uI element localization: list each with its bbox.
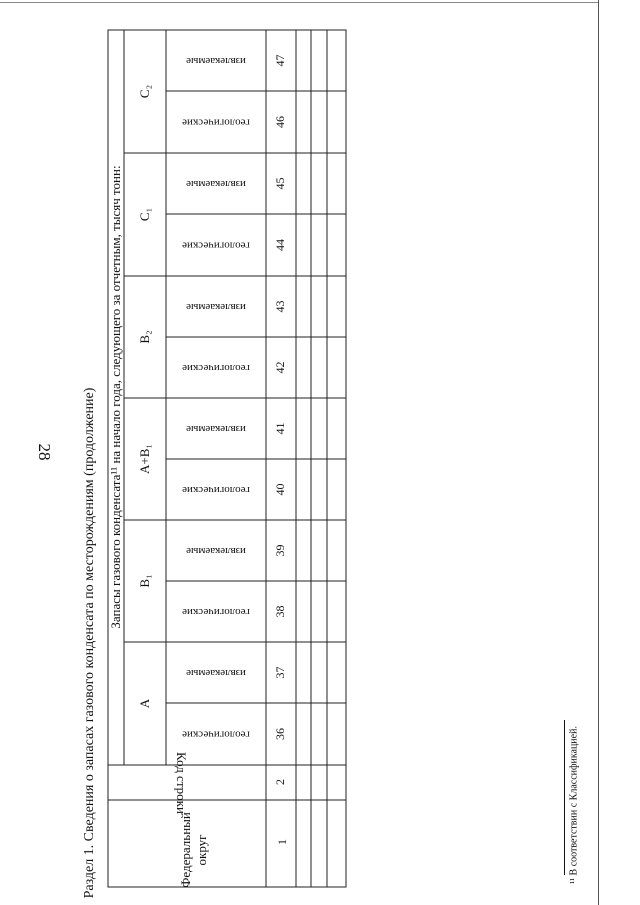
subheader-geological: геологические (182, 116, 250, 129)
col-federal-line1: Федеральный (178, 812, 193, 888)
category-label: B₁ (136, 574, 152, 588)
column-number: 41 (272, 422, 287, 435)
column-number: 38 (272, 605, 287, 618)
category-label: A+B₁ (136, 444, 152, 474)
subheader-extractable: извлекаемые (186, 54, 246, 67)
column-number: 44 (272, 239, 287, 251)
category-label: C₁ (136, 207, 152, 222)
page-number: 28 (35, 443, 54, 461)
subheader-extractable: извлекаемые (186, 544, 246, 557)
num-federal: 1 (274, 839, 289, 845)
category-columns (137, 55, 287, 741)
subheader-geological: геологические (182, 483, 250, 496)
subheader-geological: геологические (182, 605, 250, 618)
column-number: 46 (272, 116, 287, 128)
subheader-extractable: извлекаемые (186, 177, 246, 190)
column-number: 45 (272, 177, 287, 190)
col-code: Код строки (174, 752, 190, 814)
subheader-geological: геологические (182, 728, 250, 741)
column-number: 40 (272, 483, 287, 496)
subheader-geological: геологические (182, 239, 250, 252)
category-label: B₂ (136, 330, 152, 344)
subheader-extractable: извлекаемые (186, 300, 246, 313)
category-label: C₂ (136, 84, 152, 99)
column-number: 39 (272, 544, 287, 557)
footnote: ¹¹ В соответствии с Классификацией. (568, 726, 580, 884)
column-number: 47 (272, 54, 287, 67)
column-number: 37 (272, 666, 287, 679)
section-title: Раздел 1. Сведения о запасах газового конденсата по месторождениям (продолжение) (82, 387, 97, 899)
footnote-rule (564, 720, 565, 875)
category-label: A (136, 698, 152, 709)
column-number: 36 (272, 728, 287, 740)
num-code: 2 (272, 779, 287, 785)
subheader-geological: геологические (182, 361, 250, 374)
reserves-header: Запасы газового конденсата¹¹ на начало года, следующего за отчетным, тысяч тонн: (107, 165, 123, 629)
subheader-extractable: извлекаемые (186, 666, 246, 679)
column-number: 43 (272, 300, 287, 313)
column-number: 42 (272, 361, 287, 374)
col-federal-line2: округ (194, 834, 209, 866)
subheader-extractable: извлекаемые (186, 422, 246, 435)
